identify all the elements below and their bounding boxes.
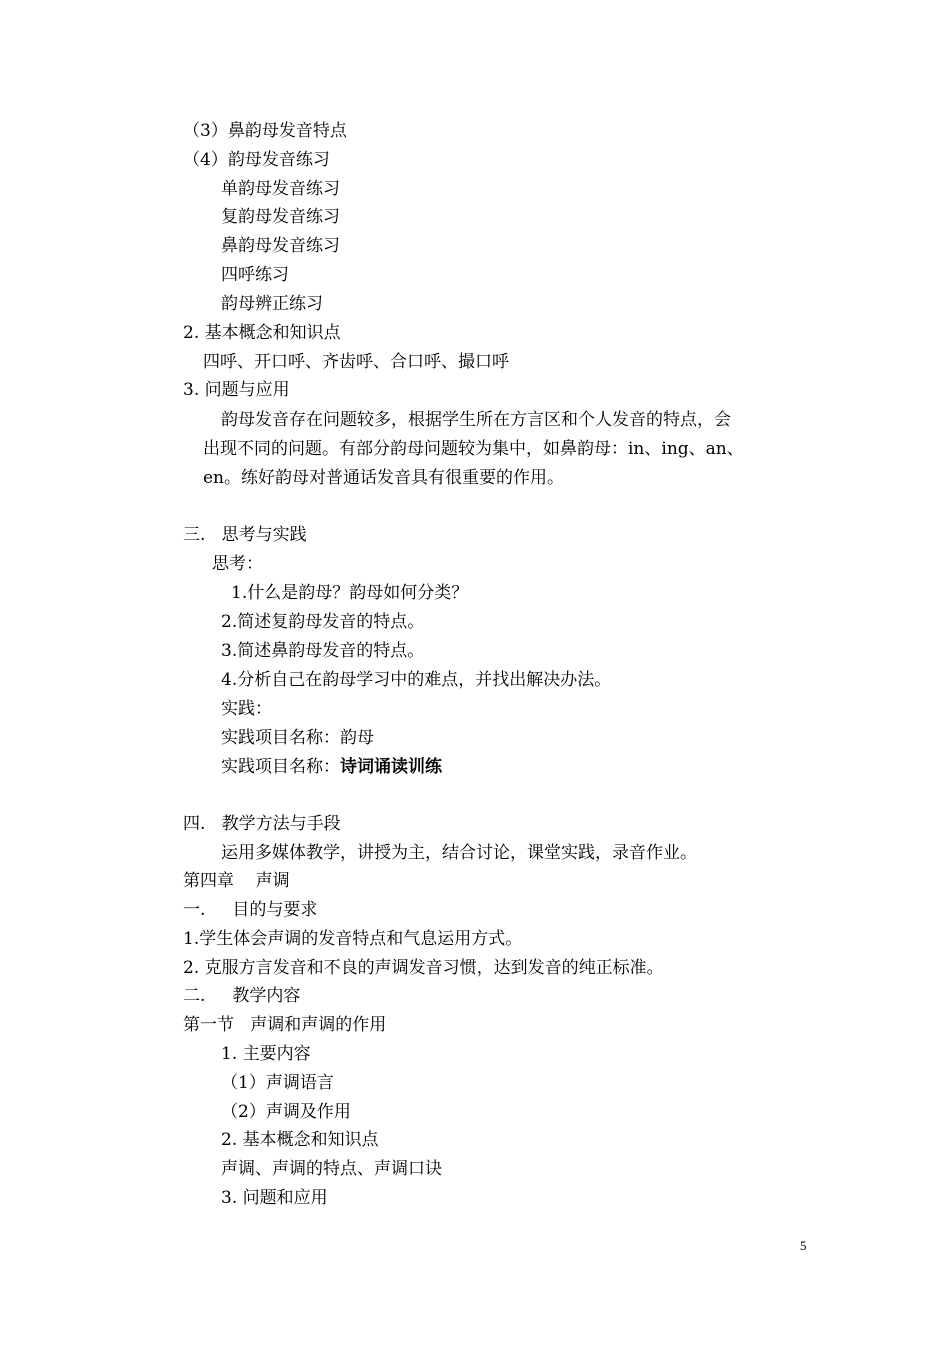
concepts-text: 四呼、开口呼、齐齿呼、合口呼、撮口呼 [203, 352, 509, 372]
section3-heading: 三. 思考与实践 [183, 525, 307, 545]
content-heading: 二. 教学内容 [183, 986, 301, 1006]
project-line-1 [221, 727, 374, 749]
question-item: 1.什么是韵母？韵母如何分类？ [231, 583, 469, 603]
issues-paragraph-line: 韵母发音存在问题较多，根据学生所在方言区和个人发音的特点，会 [221, 410, 731, 430]
issues-heading: 3. 问题和应用 [221, 1188, 328, 1208]
section1-title: 第一节 声调和声调的作用 [183, 1015, 387, 1035]
project-label: 实践项目名称： [221, 757, 340, 777]
practice-label: 实践： [221, 699, 272, 719]
goal-item: 2. 克服方言发音和不良的声调发音习惯，达到发音的纯正标准。 [183, 958, 664, 978]
practice-item: 韵母辨正练习 [221, 294, 323, 314]
concepts-text: 声调、声调的特点、声调口诀 [221, 1159, 442, 1179]
project-value: 韵母 [340, 728, 374, 748]
main-content-heading: 1. 主要内容 [221, 1044, 311, 1064]
question-item: 2.简述复韵母发音的特点。 [221, 612, 425, 632]
concepts-heading: 2. 基本概念和知识点 [183, 323, 341, 343]
question-item: 3.简述鼻韵母发音的特点。 [221, 641, 425, 661]
concepts-heading: 2. 基本概念和知识点 [221, 1130, 379, 1150]
yunmu-item3: （3）鼻韵母发音特点 [183, 121, 347, 141]
content-item: （1）声调语言 [221, 1073, 334, 1093]
practice-item: 鼻韵母发音练习 [221, 236, 340, 256]
issues-heading: 3. 问题与应用 [183, 380, 290, 400]
think-label: 思考： [212, 554, 263, 574]
goals-heading: 一. 目的与要求 [183, 900, 318, 920]
practice-item: 复韵母发音练习 [221, 207, 340, 227]
issues-paragraph-line: en。练好韵母对普通话发音具有很重要的作用。 [203, 468, 565, 488]
yunmu-item4: （4）韵母发音练习 [183, 150, 330, 170]
practice-item: 单韵母发音练习 [221, 179, 340, 199]
section4-heading: 四. 教学方法与手段 [183, 814, 341, 834]
practice-item: 四呼练习 [221, 265, 289, 285]
content-item: （2）声调及作用 [221, 1102, 351, 1122]
page-number: 5 [800, 1238, 807, 1253]
goal-item: 1.学生体会声调的发音特点和气息运用方式。 [183, 929, 523, 949]
question-item: 4.分析自己在韵母学习中的难点，并找出解决办法。 [221, 670, 612, 690]
project-line-2 [221, 756, 442, 778]
project-label: 实践项目名称： [221, 728, 340, 748]
issues-paragraph-line: 出现不同的问题。有部分韵母问题较为集中，如鼻韵母：in、ing、an、 [203, 439, 744, 459]
chapter-title: 第四章 声调 [183, 871, 290, 891]
project-value-bold: 诗词诵读训练 [340, 757, 442, 777]
section4-text: 运用多媒体教学，讲授为主，结合讨论，课堂实践，录音作业。 [221, 843, 697, 863]
